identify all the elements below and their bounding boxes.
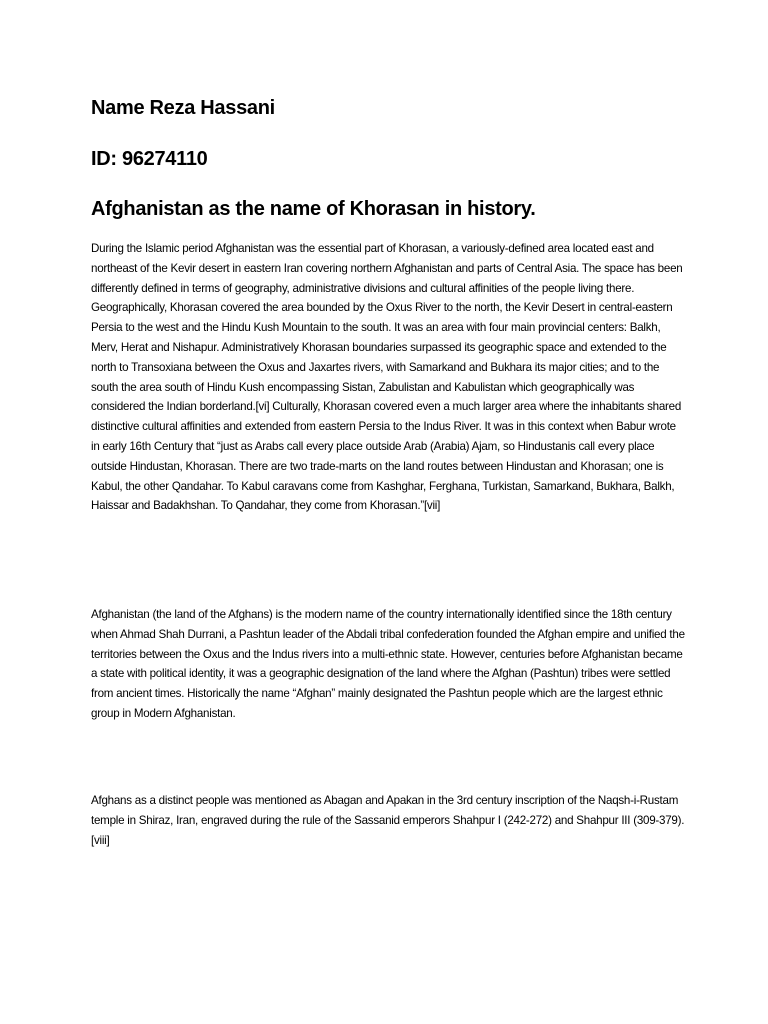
paragraph-afghans-ancient-mention: Afghans as a distinct people was mentioned as Abagan and Apakan in the 3rd century inscription of the Naqsh-i-Rustam temple in Shiraz, Iran, engraved during the rule of the Sassanid emperors Shahpur I (242-272) and Shahpur III (309-379).[viii] [91, 794, 685, 847]
author-name-heading: Name Reza Hassani [91, 97, 275, 119]
paragraph-afghanistan-modern-name: Afghanistan (the land of the Afghans) is the modern name of the country internationally identified since the 18th century when Ahmad Shah Durrani, a Pashtun leader of the Abdali tribal confederation founded the Afghan empire and unified the territories between the Oxus and the Indus rivers into a multi-ethnic state. However, centuries before Afghanistan became a state with political identity, it was a geographic designation of the land where the Afghan (Pashtun) tribes were settled from ancient times. Historically the name “Afghan” mainly designated the Pashtun people which are the largest ethnic group in Modern Afghanistan. [91, 608, 685, 720]
paragraph-khorasan: During the Islamic period Afghanistan was the essential part of Khorasan, a variously-defined area located east and northeast of the Kevir desert in eastern Iran covering northern Afghanistan and parts of Central Asia. The space has been differently defined in terms of geography, administrative divisions and cultural affinities of the people living there. Geographically, Khorasan covered the area bounded by the Oxus River to the north, the Kevir Desert in central-eastern Persia to the west and the Hindu Kush Mountain to the south. It was an area with four main provincial centers: Balkh, Merv, Herat and Nishapur. Administratively Khorasan boundaries surpassed its geographic space and extended to the north to Transoxiana between the Oxus and Jaxartes rivers, with Samarkand and Bukhara its major cities; and to the south the area south of Hindu Kush encompassing Sistan, Zabulistan and Kabulistan which geographically was considered the Indian borderland.[vi] Culturally, Khorasan covered even a much larger area where the inhabitants shared distinctive cultural affinities and extended from eastern Persia to the Indus River. It was in this context when Babur wrote in early 16th Century that “just as Arabs call every place outside Arab (Arabia) Ajam, so Hindustanis call every place outside Hindustan, Khorasan. There are two trade-marts on the land routes between Hindustan and Khorasan; one is Kabul, the other Qandahar. To Kabul caravans come from Kashghar, Ferghana, Turkistan, Samarkand, Bukhara, Balkh, Haissar and Badakhshan. To Qandahar, they come from Khorasan.”[vii] [91, 242, 683, 513]
document-title: Afghanistan as the name of Khorasan in history. [91, 198, 536, 220]
student-id-heading: ID: 96274110 [91, 148, 208, 170]
